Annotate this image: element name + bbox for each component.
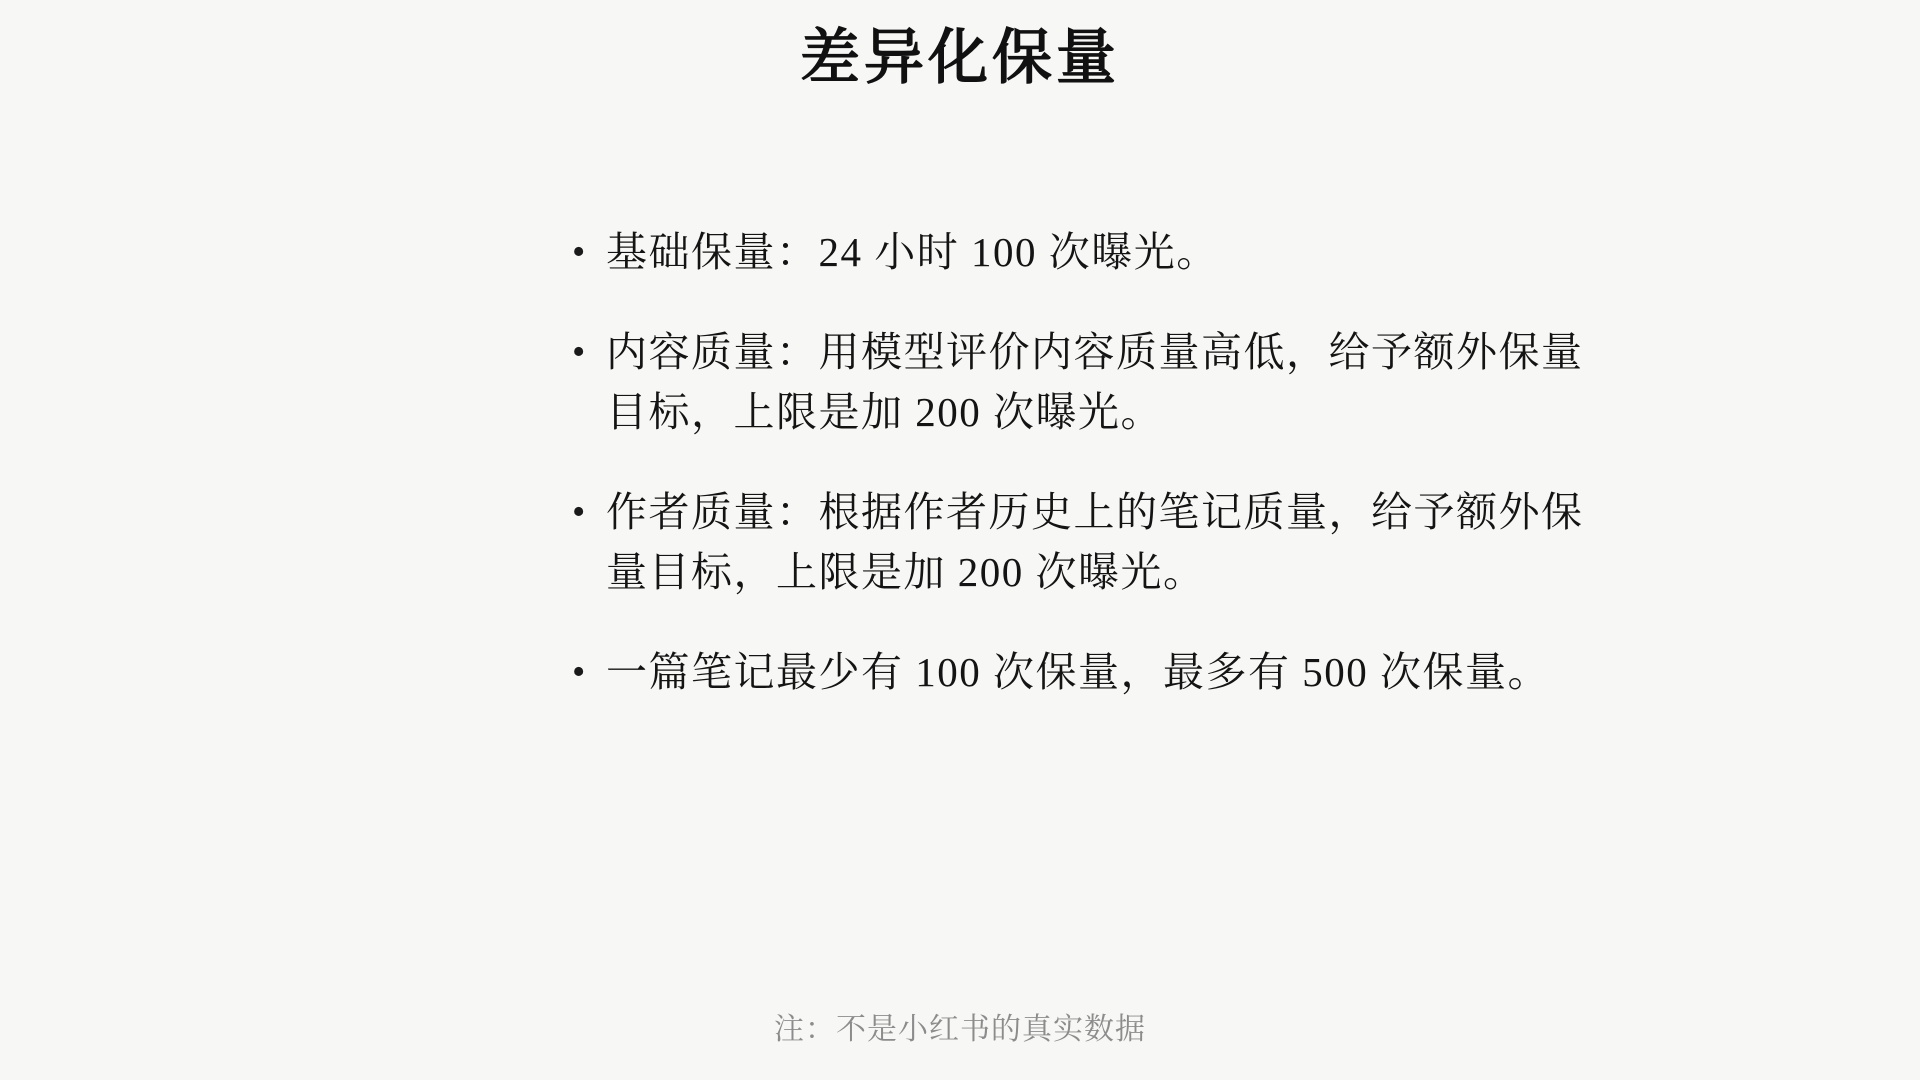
list-item [572,222,1620,282]
bullet-list [300,222,1620,742]
bullet-marker-icon: • [572,651,586,693]
list-item [572,322,1620,442]
list-item-text: 作者质量：根据作者历史上的笔记质量，给予额外保量目标，上限是加 200 次曝光。 [606,489,1584,595]
list-item [572,482,1620,602]
list-item-text: 基础保量：24 小时 100 次曝光。 [606,229,1219,275]
bullet-marker-icon: • [572,231,586,273]
list-item-text: 内容质量：用模型评价内容质量高低，给予额外保量目标，上限是加 200 次曝光。 [606,329,1584,435]
bullet-marker-icon: • [572,491,586,533]
list-item-text: 一篇笔记最少有 100 次保量，最多有 500 次保量。 [606,649,1550,695]
page-title: 差异化保量 [800,23,1120,93]
bullet-marker-icon: • [572,331,586,373]
list-item [572,642,1620,702]
footnote: 注：不是小红书的真实数据 [774,1013,1146,1046]
